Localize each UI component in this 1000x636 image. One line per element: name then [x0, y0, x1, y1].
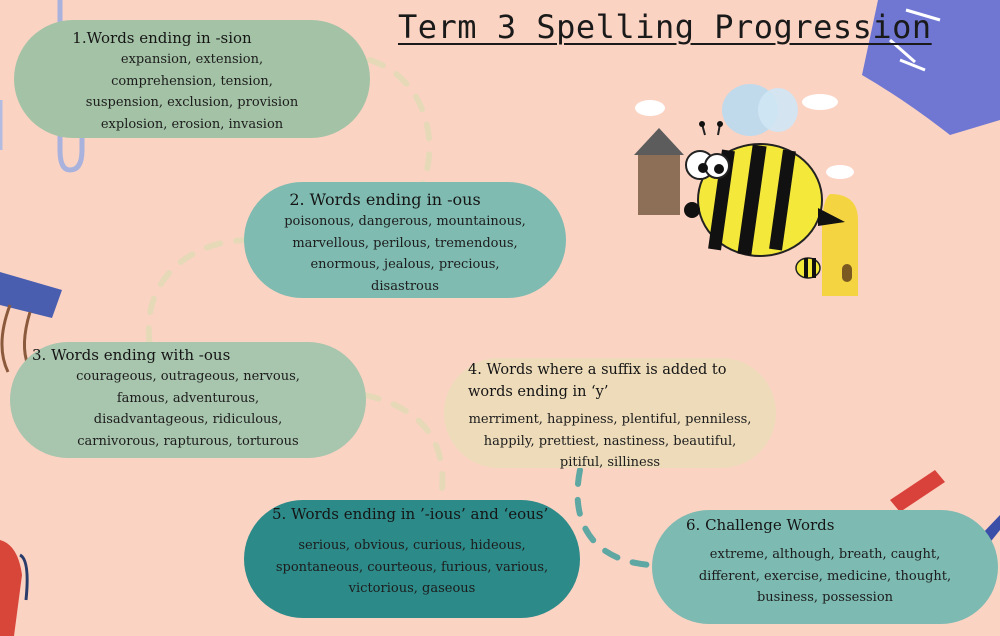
word-line: courageous, outrageous, nervous, — [76, 369, 300, 384]
word-line: explosion, erosion, invasion — [100, 116, 284, 132]
word-line: carnivorous, rapturous, torturous — [77, 433, 299, 449]
bee-illustration-icon — [634, 84, 858, 296]
page-title: Term 3 Spelling Progression — [398, 8, 932, 46]
word-line: comprehension, tension, — [111, 73, 273, 89]
word-line: merriment, happiness, plentiful, penniless, — [468, 412, 752, 427]
word-line: suspension, exclusion, provision — [85, 95, 299, 110]
spelling-group-ous — [244, 182, 566, 298]
group-heading-line-2: words ending in ‘y’ — [468, 384, 609, 400]
word-line: happily, prettiest, nastiness, beautiful, — [483, 433, 737, 449]
word-line: serious, obvious, curious, hideous, — [298, 538, 526, 553]
word-line: extreme, although, breath, caught, — [709, 547, 941, 562]
word-line: poisonous, dangerous, mountainous, — [284, 214, 526, 229]
spelling-group-ious-eous — [244, 500, 580, 618]
group-heading-line-1: 4. Words where a suffix is added to — [468, 362, 727, 378]
word-line: disastrous — [371, 278, 439, 294]
word-line: victorious, gaseous — [348, 581, 476, 596]
spelling-group-with-ous — [10, 342, 366, 458]
word-line: expansion, extension, — [120, 52, 264, 67]
group-heading: 3. Words ending with -ous — [32, 346, 231, 364]
clip-icon — [0, 540, 27, 636]
word-line: different, exercise, medicine, thought, — [698, 568, 952, 584]
word-line: business, possession — [756, 590, 894, 605]
group-heading: 6. Challenge Words — [686, 516, 835, 534]
group-heading: 1.Words ending in -sion — [72, 29, 252, 47]
group-heading: 2. Words ending in -ous — [289, 190, 481, 209]
spelling-group-sion — [14, 20, 370, 138]
spelling-group-suffix-y — [444, 358, 776, 468]
word-line: famous, adventurous, — [116, 390, 260, 406]
word-line: pitiful, silliness — [559, 455, 661, 470]
word-line: disadvantageous, ridiculous, — [93, 412, 283, 427]
spelling-group-challenge — [652, 510, 998, 624]
word-line: marvellous, perilous, tremendous, — [292, 235, 518, 251]
group-heading: 5. Words ending in ’-ious’ and ‘eous’ — [272, 505, 549, 523]
word-line: enormous, jealous, precious, — [310, 257, 500, 272]
word-line: spontaneous, courteous, furious, various, — [275, 559, 549, 575]
